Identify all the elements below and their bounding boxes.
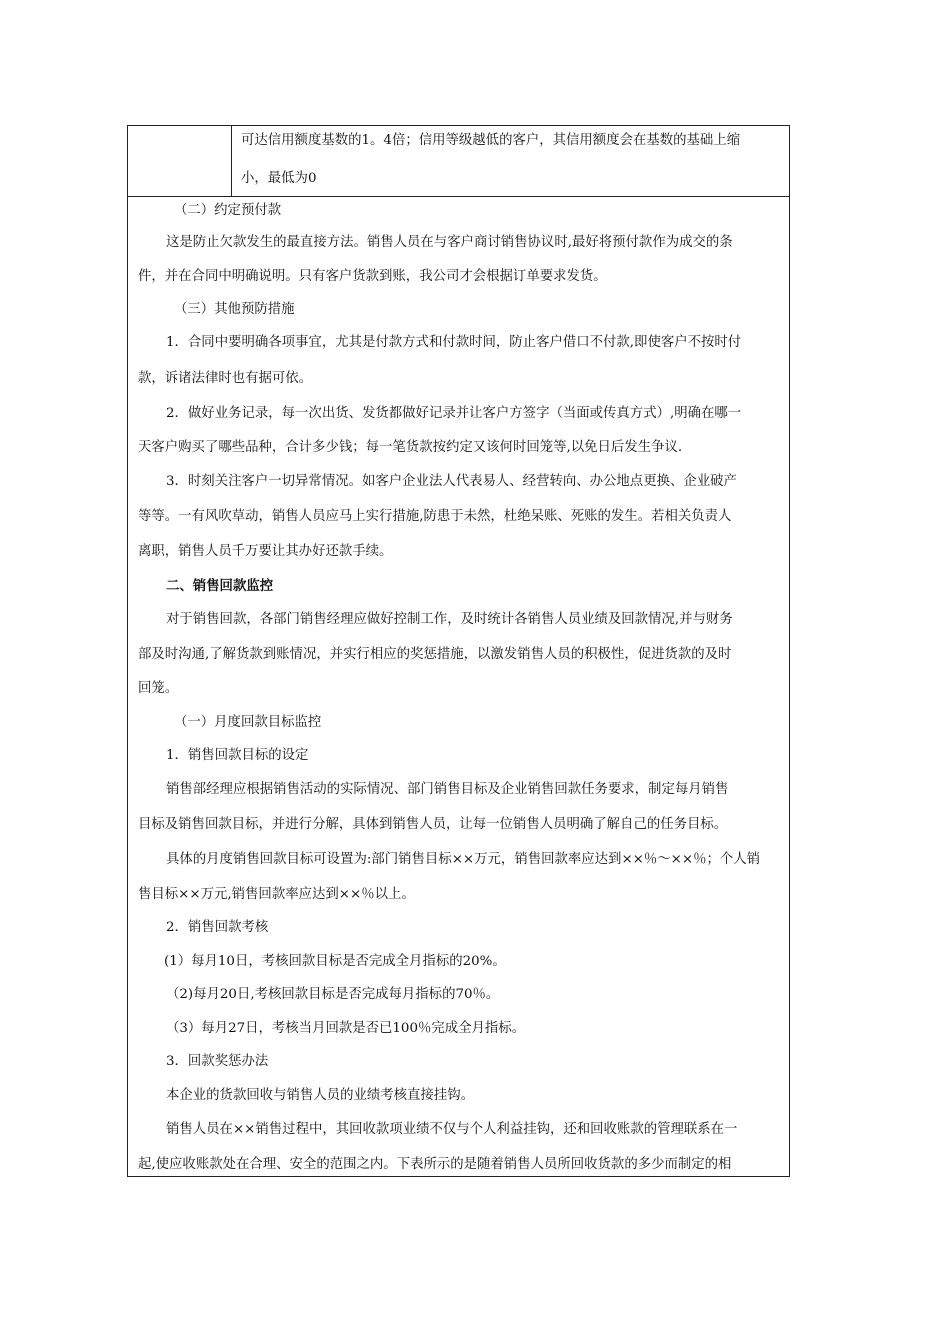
paragraph-line: 本企业的货款回收与销售人员的业绩考核直接挂钩。 <box>166 1088 474 1103</box>
subheading-target-setting: 1．销售回款目标的设定 <box>166 748 309 763</box>
paragraph-line: 件，并在合同中明确说明。只有客户货款到账，我公司才会根据订单要求发货。 <box>138 269 607 284</box>
subheading-rewards: 3．回款奖惩办法 <box>166 1054 269 1069</box>
table-text-line-1: 可达信用额度基数的1。4倍；信用等级越低的客户，其信用额度会在基数的基础上缩 <box>241 133 741 148</box>
paragraph-line: 2．做好业务记录，每一次出货、发货都做好记录并让客户方签字（当面或传真方式）,明确在哪一 <box>166 406 742 421</box>
list-item: （3）每月27日，考核当月回款是否已100％完成全月指标。 <box>166 1021 526 1036</box>
paragraph-line: 售目标××万元,销售回款率应达到××％以上。 <box>138 887 415 902</box>
paragraph-line: 对于销售回款，各部门销售经理应做好控制工作，及时统计各销售人员业绩及回款情况,并与财务 <box>166 612 733 627</box>
list-item: （2)每月20日,考核回款目标是否完成每月指标的70％。 <box>166 987 500 1002</box>
paragraph-line: 起,使应收账款处在合理、安全的范围之内。下表所示的是随着销售人员所回收货款的多少而制定的相 <box>138 1157 732 1172</box>
paragraph-line: 天客户购买了哪些品种，合计多少钱；每一笔货款按约定又该何时回笼等,以免日后发生争议. <box>138 440 683 455</box>
paragraph-line: 部及时沟通,了解货款到账情况，并实行相应的奖惩措施，以激发销售人员的积极性，促进货款的及时 <box>138 647 732 662</box>
subheading-other-measures: （三）其他预防措施 <box>174 302 295 317</box>
table-text-line-2: 小，最低为0 <box>241 171 317 186</box>
paragraph-line: 销售人员在××销售过程中，其回收款项业绩不仅与个人利益挂钩，还和回收账款的管理联系在一 <box>166 1122 738 1137</box>
credit-table-row <box>128 126 789 197</box>
paragraph-line: 1．合同中要明确各项事宜，尤其是付款方式和付款时间，防止客户借口不付款,即使客户不按时付 <box>166 335 742 350</box>
paragraph-line: 回笼。 <box>138 681 179 696</box>
list-item: (1）每月10日，考核回款目标是否完成全月指标的20%。 <box>164 954 506 969</box>
paragraph-line: 目标及销售回款目标，并进行分解，具体到销售人员，让每一位销售人员明确了解自己的任务目标。 <box>138 817 728 832</box>
paragraph-line: 具体的月度销售回款目标可设置为:部门销售目标××万元，销售回款率应达到××％～××％；个人销 <box>166 852 761 867</box>
table-cell-empty <box>128 126 232 196</box>
subheading-prepayment: （二）约定预付款 <box>174 203 282 218</box>
section-heading-collection-monitoring: 二、销售回款监控 <box>166 578 274 594</box>
paragraph-line: 等等。一有风吹草动，销售人员应马上实行措施,防患于未然，杜绝呆账、死账的发生。若相关负责人 <box>138 509 732 524</box>
paragraph-line: 离职，销售人员千万要让其办好还款手续。 <box>138 544 393 559</box>
paragraph-line: 款，诉诸法律时也有据可依。 <box>138 371 313 386</box>
paragraph-line: 3．时刻关注客户一切异常情况。如客户企业法人代表易人、经营转向、办公地点更换、企业破产 <box>166 474 737 489</box>
document-frame <box>127 125 790 1177</box>
subheading-assessment: 2．销售回款考核 <box>166 920 269 935</box>
paragraph-line: 销售部经理应根据销售活动的实际情况、部门销售目标及企业销售回款任务要求，制定每月销售 <box>166 782 729 797</box>
subheading-monthly-target: （一）月度回款目标监控 <box>174 715 322 730</box>
paragraph-line: 这是防止欠款发生的最直接方法。销售人员在与客户商讨销售协议时,最好将预付款作为成交的条 <box>166 235 733 250</box>
